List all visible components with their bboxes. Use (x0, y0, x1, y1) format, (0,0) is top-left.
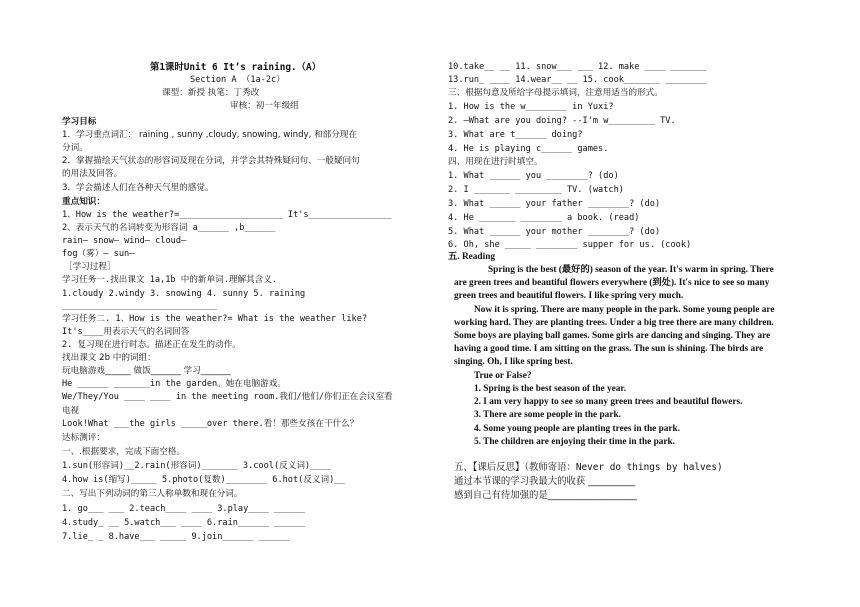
text-line: 1. Spring is the best season of the year. (474, 384, 627, 394)
text-line: It's____用表示天气的名词回答 (62, 327, 190, 337)
text-line: working hard. They are planting trees. Under a big tree there are many children. (454, 318, 774, 328)
text-line: are green trees and beautiful flowers everywhere (到处). It's nice to see so many (454, 278, 770, 288)
text-line: rain— snow— wind— cloud— (62, 236, 187, 246)
text-line: 2、表示天气的名词转变为形容词 a______ ,b______ (62, 223, 276, 233)
text-line: 4. He is playing c______ games. (448, 144, 609, 154)
text-line: 学习任务二. 1、How is the weather?= What is the weather like? (62, 314, 368, 324)
text-line: 13.run_ ____ 14.wear__ __ 15. cook_______ ________ (448, 75, 707, 85)
text-line: 4.how is(缩写)_____ 5.photo(复数)________ 6.hot(反义词)__ (62, 475, 345, 485)
text-line: 1．学习重点词汇： raining , sunny ,cloudy, snowing, windy, 和部分现在 (62, 130, 358, 140)
text-line: green trees and beautiful flowers. I like spring very much. (454, 291, 684, 301)
text-line: 的用法及回答。 (62, 169, 123, 179)
text-line: 一、.根据要求，完成下面空格。 (62, 447, 186, 457)
text-line: 3. What are t______ doing? (448, 130, 583, 140)
text-line: fog（雾）— sun— (62, 249, 135, 259)
text-line: 6. Oh, she _____ ________ supper for us. (cook) (448, 240, 692, 250)
text-line: 二、写出下列动词的第三人称单数和现在分词。 (62, 489, 243, 499)
text-line: 7.lie_ _ 8.have___ _____ 9.join______ ______ (62, 532, 290, 542)
text-line: Section A （1a-2c） (190, 75, 285, 85)
text-line: 重点知识： (62, 197, 105, 207)
text-line: 10.take__ __ 11. snow___ ___ 12. make ____ _______ (448, 62, 707, 72)
text-line: 第1课时Unit 6 It’s raining.（A） (150, 62, 322, 73)
text-line: Look!What ___the girls _____over there.看！那些女孩在干什么？ (62, 419, 359, 429)
text-line: 1. How is the w________ in Yuxi? (448, 102, 614, 112)
text-line: 4. Some young people are planting trees in the park. (474, 424, 681, 434)
text-line: 四、用现在进行时填空。 (448, 157, 543, 167)
text-line: 电视 (62, 406, 80, 416)
text-line: 2. I _______ _________ TV. (watch) (448, 185, 624, 195)
text-line: 1. What ______ you ________? (do) (448, 171, 619, 181)
text-line: Spring is the best (最好的) season of the year. It's warm in spring. There (488, 265, 774, 275)
text-line: 找出课文 2b 中的词组： (62, 353, 156, 363)
text-line: 课型：新授 执笔：丁秀改 (162, 88, 260, 98)
text-line: 2. I am very happy to see so many green trees and beautiful flowers. (474, 397, 743, 407)
text-line: He ______ _______in the garden。她在电脑游戏。 (62, 379, 286, 389)
text-line: 5. The children are enjoying their time in the park. (474, 437, 676, 447)
text-line: 达标测评： (62, 433, 105, 443)
text-line: 分词。 (62, 143, 88, 153)
text-line: 5. What ______ your mother ________? (do) (448, 227, 661, 237)
text-line: 3. There are some people in the park. (474, 410, 621, 420)
text-line: 1.sun(形容词)__2.rain(形容词)_______ 3.cool(反义词)____ (62, 461, 331, 471)
text-line: 通过本节课的学习我最大的收获 __________ (454, 476, 636, 487)
text-line: Now it is spring. There are many people in the park. Some young people are (474, 305, 775, 315)
text-line: 4.study_ __ 5.watch___ ____ 6.rain______ ______ (62, 518, 306, 528)
text-line: 五、【课后反思】（教师寄语：Never do things by halves) (454, 462, 723, 473)
text-line: ______________________________ (62, 301, 218, 311)
text-line: 4. He _______ ________ a book. (read) (448, 213, 640, 223)
text-line: 学习任务一.找出课文 1a,1b 中的新单词.理解其含义. (62, 275, 278, 285)
text-line: 3．学会描述人们在各种天气里的感觉。 (62, 183, 214, 193)
text-line: 玩电脑游戏______ 做饭_______ 学习_______ (62, 366, 231, 376)
text-line: We/They/You ____ ____ in the meeting room.我们/他们/你们正在会议室看 (62, 392, 393, 402)
text-line: 学习目标 (62, 117, 97, 127)
text-line: 2. –What are you doing? --I'm w_________ TV. (448, 116, 676, 126)
text-line: True or False? (474, 371, 532, 381)
text-line: singing. Oh, I like spring best. (454, 357, 573, 367)
text-line: having a good time. I am sitting on the grass. The sun is shining. The birds are (454, 344, 764, 354)
text-line: 3. What ______ your father ________? (do) (448, 199, 661, 209)
text-line: 1.cloudy 2.windy 3. snowing 4. sunny 5. raining (62, 289, 306, 299)
text-line: 三、根据句意及所给字母提示填词，注意用适当的形式。 (448, 88, 663, 98)
text-line: 五. Reading (448, 252, 496, 262)
text-line: 2. 复习现在进行时态。描述正在发生的动作。 (62, 340, 241, 350)
text-line: 2．掌握描绘天气状态的形容词及现在分词，并学会其特殊疑问句、一般疑问句 (62, 156, 360, 166)
text-line: 1. go___ ___ 2.teach____ ____ 3.play____ ______ (62, 504, 306, 514)
text-line: 1、How is the weather?=____________________ It's________________ (62, 210, 392, 220)
text-line: ［学习过程］ (64, 262, 116, 272)
text-line: 感到自己有待加强的是___________________ (454, 490, 637, 501)
text-line: Some boys are playing ball games. Some girls are dancing and singing. They are (454, 331, 771, 341)
text-line: 审核：初一年级组 (230, 101, 299, 111)
